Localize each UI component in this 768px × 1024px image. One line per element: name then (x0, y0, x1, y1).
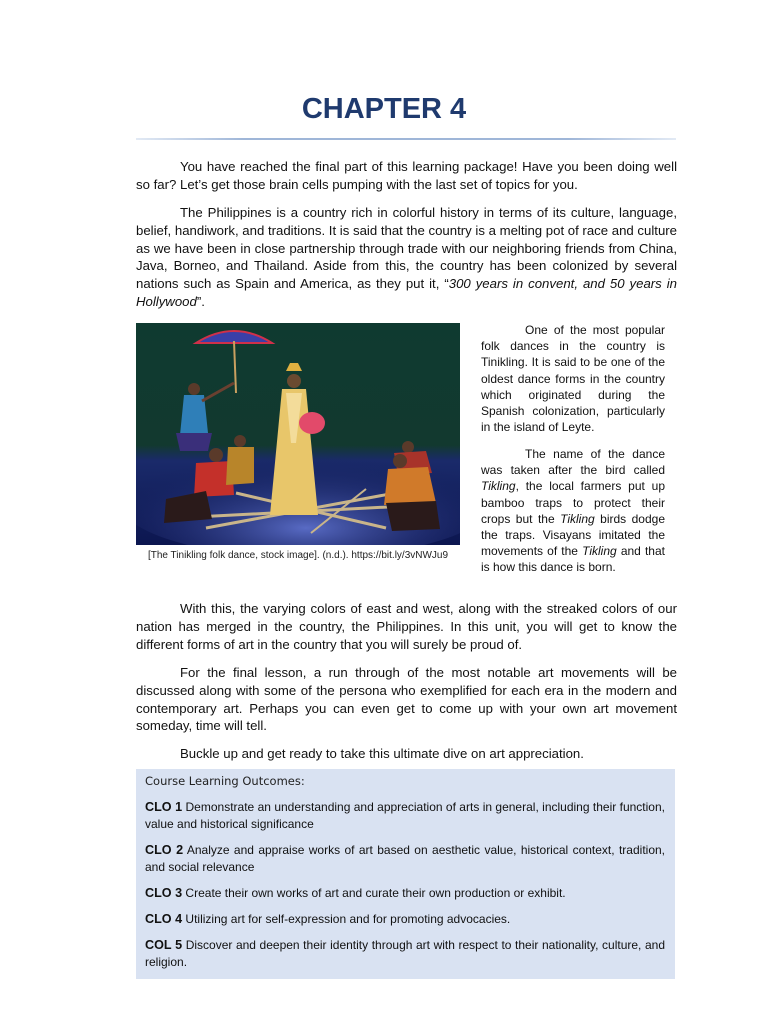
sidebar-text-e: birds dodge the traps. Visayans imitated the movements of the (481, 511, 665, 559)
outcome-text: Create their own works of art and curate their own production or exhibit. (182, 886, 566, 900)
outcome-text: Discover and deepen their identity through art with respect to their nationality, culture, and religion. (145, 938, 665, 969)
intro-paragraph-2-text: The Philippines is a country rich in colorful history in terms of its culture, language, belief, handiwork, and traditions. It is said that the country is a melting pot of race and culture as we have been in close partnership through trade with our neighboring friends from China, Java, Borneo, and Thailand. Aside from this, the country has been colonized by several nations such as Spain and America, as they put it, “ (136, 205, 677, 292)
intro-quote: 300 years in convent, and 50 years in Hollywood (136, 276, 677, 309)
outcome-item (145, 799, 665, 832)
sidebar-paragraph-1-text: One of the most popular folk dances in the country is Tinikling. It is said to be one of the oldest dance forms in the country which originated during the Spanish colonization, particularly in the island of Leyte. (481, 323, 665, 435)
sidebar-paragraph-2 (481, 446, 665, 576)
sidebar-text-a: The name of the dance was taken after the bird called (481, 447, 665, 478)
sidebar-paragraph-1 (481, 322, 665, 435)
sidebar-tikling-3: Tikling (582, 544, 617, 559)
intro-paragraph-1-text: You have reached the final part of this learning package! Have you been doing well so far? Let’s get those brain cells pumping with the last set of topics for you. (136, 159, 677, 192)
outcome-item (145, 842, 665, 875)
body-paragraph-5 (136, 745, 677, 763)
body-paragraph-4 (136, 664, 677, 735)
chapter-title: CHAPTER 4 (301, 93, 467, 125)
intro-paragraph-2-end: ”. (196, 293, 205, 309)
photo-caption: [The Tinikling folk dance, stock image]. (n.d.). https://bit.ly/3vNWJu9 (147, 550, 449, 561)
sidebar-tikling-2: Tikling (560, 511, 595, 526)
intro-paragraph-2 (136, 204, 677, 311)
outcome-code: CLO 4 (145, 912, 183, 926)
body-paragraph-3 (136, 600, 677, 653)
outcome-text: Demonstrate an understanding and appreciation of arts in general, including their function, value and historical significance (145, 800, 665, 831)
outcome-item (145, 885, 665, 902)
outcomes-heading: Course Learning Outcomes: (145, 774, 305, 788)
body-paragraph-3-text: With this, the varying colors of east and west, along with the streaked colors of our nation has merged in the country, the Philippines. In this unit, you will get to know the different forms of art in the country that you will surely be proud of. (136, 601, 677, 652)
sidebar-text-g: and that is how this dance is born. (481, 544, 665, 575)
outcome-code: CLO 1 (145, 800, 183, 814)
outcome-text: Utilizing art for self-expression and for promoting advocacies. (182, 912, 511, 926)
body-paragraph-4-text: For the final lesson, a run through of the most notable art movements will be discussed along with some of the persona who exemplified for each era in the modern and contemporary art. Perhaps you can even get to come up with your own art movement someday, time will tell. (136, 665, 677, 734)
outcome-item (145, 911, 665, 928)
tinikling-photo (136, 323, 460, 545)
sidebar-text-c: , the local farmers put up bamboo traps to protect their crops but the (481, 479, 665, 526)
sidebar-tikling-1: Tikling (481, 479, 516, 494)
outcome-text: Analyze and appraise works of art based on aesthetic value, historical context, tradition, and social relevance (145, 843, 665, 874)
title-divider (136, 138, 676, 140)
outcome-item (145, 937, 665, 970)
outcome-code: CLO 2 (145, 843, 184, 857)
course-learning-outcomes-box (136, 769, 675, 979)
body-paragraph-5-text: Buckle up and get ready to take this ultimate dive on art appreciation. (180, 746, 584, 761)
outcome-code: CLO 3 (145, 886, 183, 900)
intro-paragraph-1 (136, 158, 677, 194)
outcome-code: COL 5 (145, 938, 183, 952)
